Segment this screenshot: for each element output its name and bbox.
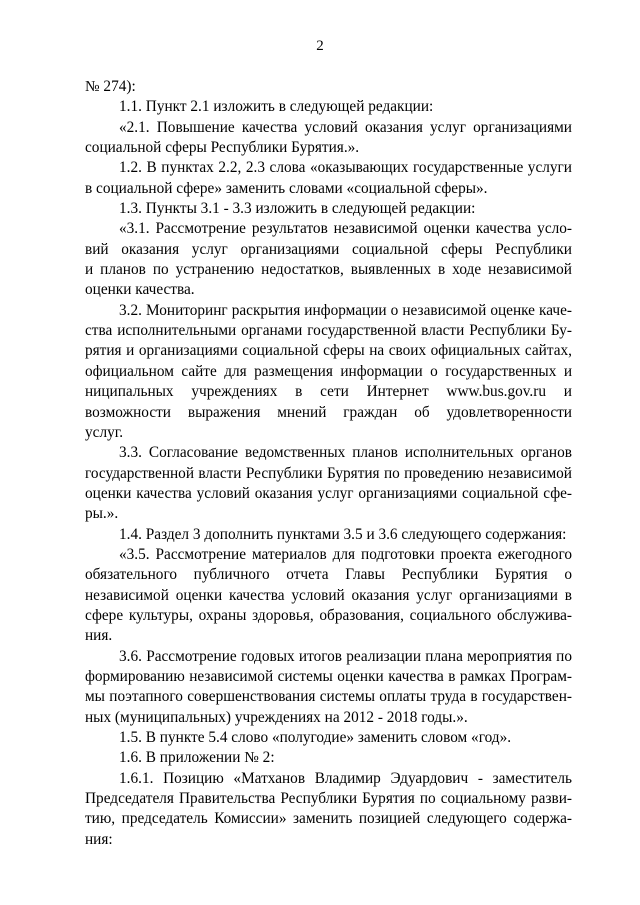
text-line: Председателя Правительства Республики Бурятия по социальному разви-: [85, 790, 572, 808]
text-line: в социальной сфере» заменить словами «социальной сферы».: [85, 179, 488, 197]
text-line: независимой оценки качества условий оказания услуг организациями в: [85, 586, 572, 604]
text-line: формированию независимой системы оценки качества в рамках Програм-: [85, 667, 572, 685]
text-line: ных (муниципальных) учреждениях на 2012 - 2018 годы.».: [85, 708, 468, 726]
text-line: № 274):: [85, 78, 136, 95]
text-line: и планов по устранению недостатков, выявленных в ходе независимой: [85, 261, 572, 279]
text-line: вий оказания услуг организациями социальной сферы Республики: [85, 240, 572, 258]
text-line: оценки качества.: [85, 281, 195, 299]
text-line: возможности выражения мнений граждан об удовлетворенности: [85, 403, 572, 421]
text-line: обязательного публичного отчета Главы Республики Бурятия о: [85, 566, 572, 584]
text-line: 1.4. Раздел 3 дополнить пунктами 3.5 и 3.6 следующего содержания:: [119, 525, 567, 543]
text-line: 3.3. Согласование ведомственных планов исполнительных органов: [119, 444, 572, 462]
text-line: оценки качества условий оказания услуг организациями социальной сфе-: [85, 484, 572, 502]
text-line: сфере культуры, охраны здоровья, образования, социального обслужива-: [85, 606, 572, 624]
text-line: 1.6. В приложении № 2:: [119, 749, 275, 767]
text-line: социальной сферы Республики Бурятия.».: [85, 139, 360, 157]
text-line: 1.2. В пунктах 2.2, 2.3 слова «оказывающих государственные услуги: [119, 159, 572, 177]
text-line: 3.6. Рассмотрение годовых итогов реализации плана мероприятия по: [119, 647, 572, 665]
text-line: «2.1. Повышение качества условий оказания услуг организациями: [119, 118, 572, 136]
text-line: 1.3. Пункты 3.1 - 3.3 изложить в следующей редакции:: [119, 200, 476, 218]
page-number: 2: [316, 38, 324, 54]
document-body: [85, 77, 572, 850]
text-line: тию, председатель Комиссии» заменить позицией следующего содержа-: [85, 810, 572, 828]
text-line: 1.5. В пункте 5.4 слово «полугодие» заменить словом «год».: [119, 729, 512, 746]
text-line: «3.5. Рассмотрение материалов для подготовки проекта ежегодного: [119, 545, 572, 563]
text-line: ры.».: [85, 505, 119, 523]
text-line: 1.6.1. Позицию «Матханов Владимир Эдуардович - заместитель: [119, 769, 572, 787]
text-line: «3.1. Рассмотрение результатов независимой оценки качества усло-: [119, 220, 572, 238]
text-line: рятия и организациями социальной сферы на своих официальных сайтах,: [85, 342, 572, 360]
text-line: ниципальных учреждениях в сети Интернет www.bus.gov.ru и: [85, 383, 572, 401]
text-line: ния:: [85, 830, 113, 848]
text-line: официальном сайте для размещения информации о государственных и: [85, 362, 572, 380]
text-line: ства исполнительными органами государственной власти Республики Бу-: [85, 322, 572, 340]
text-line: 1.1. Пункт 2.1 изложить в следующей редакции:: [119, 98, 434, 116]
text-line: 3.2. Мониторинг раскрытия информации о независимой оценке каче-: [119, 301, 572, 319]
text-line: услуг.: [85, 423, 124, 441]
text-line: ния.: [85, 627, 113, 645]
text-line: государственной власти Республики Бурятия по проведению независимой: [85, 464, 572, 482]
text-line: мы поэтапного совершенствования системы оплаты труда в государствен-: [85, 688, 572, 706]
